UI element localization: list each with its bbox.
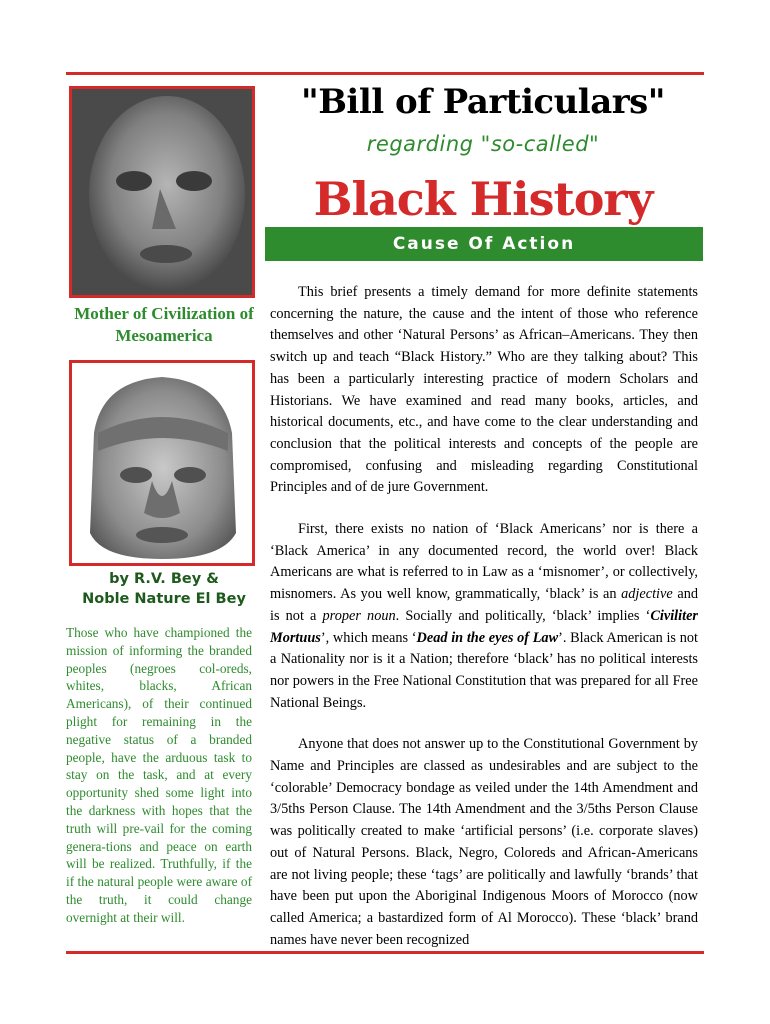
- page-subtitle: regarding "so-called": [366, 132, 600, 156]
- p2-text-e: ’. Black American is not a Nationality nor is it a Nation; therefore ‘black’ has no political interests nor powers in the Free National Constitution that was prepared for all Free National Beings.: [270, 629, 698, 711]
- mask-photo: [69, 86, 255, 298]
- p2-text-c: . Socially and politically, ‘black’ implies ‘: [395, 607, 651, 624]
- paragraph-1: This brief presents a timely demand for more definite statements concerning the nature, the cause and the intent of those who reference themselves and other ‘Natural Persons’ as African–Americans. They then switch up and teach “Black History.” Who are they talking about? This has been a particularly interesting practice of modern Scholars and Historians. We have examined and read many books, articles, and historical documents, etc., and have come to the clear understanding and conclusion that the political interests and concepts of the people are compromised, confusing and misleading regarding Constitutional Principles and of de jure Government.: [270, 284, 698, 496]
- section-banner: Cause Of Action: [265, 227, 703, 261]
- byline-line-1: by R.V. Bey &: [109, 571, 219, 587]
- p2-civiliter-mortuus: Civiliter Mortuus: [270, 607, 698, 646]
- paragraph-2: [270, 519, 698, 714]
- top-rule: [66, 72, 704, 75]
- bottom-rule: [66, 951, 704, 954]
- p2-dead-in-law: Dead in the eyes of Law: [416, 629, 559, 646]
- p2-text-a: First, there exists no nation of ‘Black Americans’ nor is there a ‘Black America’ in any documented record, the world over! Black Americans are what is referred to in Law as a ‘misnomer’, or collectively, misnomers. As you well know, grammatically, ‘black’ is an: [270, 521, 698, 603]
- article-body: [270, 282, 698, 971]
- paragraph-3: Anyone that does not answer up to the Constitutional Government by Name and Principles are classed as undesirables and are subject to the ‘colorable’ Democracy bondage as veiled under the 14th Amendment and 3/5ths Person Clause. The 14th Amendment and the 3/5ths Person Clause was politically created to make ‘artificial persons’ (i.e. corporate slaves) out of Natural Persons. Black, Negro, Coloreds and African-Americans are not living people; these ‘tags’ are politically and lawfully ‘brands’ that have been put upon the Aboriginal Indigenous Moors of Morocco (now called America; a bastardized form of Al Morocco). These ‘black’ brand names have never been recognized: [270, 736, 698, 948]
- byline-line-2: Noble Nature El Bey: [82, 591, 246, 607]
- olmec-head-photo: [69, 360, 255, 566]
- page-title: "Bill of Particulars": [300, 82, 666, 122]
- p2-text-b: and is not a: [270, 586, 698, 624]
- p2-text-d: ’, which means ‘: [320, 629, 417, 646]
- p2-proper-noun: proper noun: [322, 607, 396, 624]
- sidebar-text: Those who have championed the mission of informing the branded peoples (negroes col-oreds, whites, blacks, African Americans), of their continued plight for remaining in the negative status of a branded people, have the arduous task to stay on the task, and at every opportunity shed some light into the darkness with hopes that the truth will pre-vail for the coming genera-tions and peace on earth will be realized. Truthfully, if the if the natural people were aware of the truth, it could change overnight at their will.: [66, 625, 252, 925]
- p2-adjective: adjective: [621, 586, 673, 603]
- image-caption: Mother of Civilization of Mesoamerica: [74, 304, 254, 345]
- byline: [62, 569, 266, 609]
- main-title: Black History: [313, 172, 653, 226]
